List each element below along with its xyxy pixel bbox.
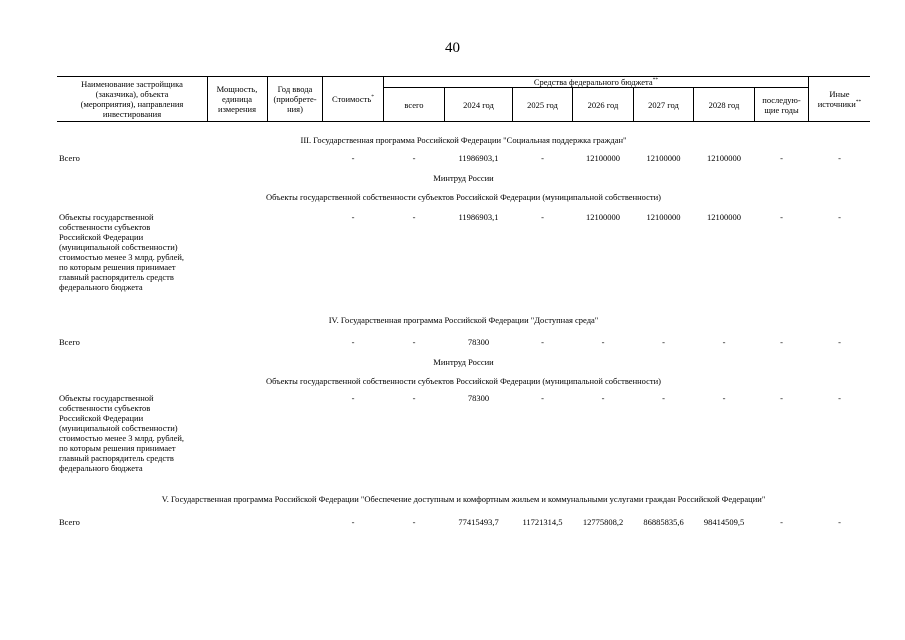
cell-2027: 12100000	[646, 153, 681, 163]
cell-subsequent: -	[780, 337, 783, 347]
cell-cost: -	[351, 393, 355, 403]
section-title: V. Государственная программа Российской Федерации "Обеспечение доступным и комфортным жильем и коммунальными услугами граждан Российской Федерации"	[161, 494, 766, 504]
cell-2028: -	[722, 393, 726, 403]
header-bottom-rule	[57, 121, 870, 122]
row-label: Объекты государственной собственности субъектов Российской Федерации (муниципальной собственности) стоимостью менее 3 млрд. рублей, по которым решения принимает главный распорядитель средств федерального бюджета	[59, 393, 185, 473]
cell-cost: -	[351, 153, 355, 163]
header-subsequent: последую- щие годы	[762, 95, 801, 115]
cell-2027: 86885835,6	[643, 517, 684, 527]
cell-other: -	[838, 212, 841, 222]
cell-total: -	[412, 212, 416, 222]
cell-total: -	[412, 153, 416, 163]
cell-2026: 12100000	[586, 212, 620, 222]
cell-2026: -	[601, 337, 605, 347]
cell-2027: -	[662, 393, 665, 403]
cell-2025: 11721314,5	[522, 517, 563, 527]
header-cost: Стоимость*	[332, 94, 374, 104]
cell-subsequent: -	[780, 153, 783, 163]
cell-subsequent: -	[780, 393, 783, 403]
header-2024: 2024 год	[463, 100, 494, 110]
ministry-heading: Минтруд России	[433, 173, 494, 183]
cell-2025: -	[541, 153, 544, 163]
cell-2027: 12100000	[646, 212, 681, 222]
row-label: Всего	[59, 337, 80, 347]
cell-2025: -	[541, 212, 544, 222]
subheading: Объекты государственной собственности субъектов Российской Федерации (муниципальной собственности)	[266, 376, 661, 386]
cell-2024: 11986903,1	[458, 153, 499, 163]
cell-total: -	[412, 393, 416, 403]
cell-cost: -	[351, 337, 355, 347]
federal-budget-rule	[383, 87, 808, 88]
cell-2026: 12775808,2	[582, 517, 624, 527]
cell-2026: 12100000	[586, 153, 620, 163]
cell-2025: -	[541, 393, 544, 403]
row-label: Всего	[59, 153, 80, 163]
cell-subsequent: -	[780, 517, 783, 527]
header-year: Год ввода (приобрете- ния)	[273, 84, 317, 114]
header-2025: 2025 год	[527, 100, 558, 110]
cell-2026: -	[601, 393, 605, 403]
header-other: Иные источники**	[817, 89, 862, 109]
cell-2028: 12100000	[707, 153, 741, 163]
cell-other: -	[838, 153, 841, 163]
row-label: Всего	[59, 517, 80, 527]
cell-2024: 77415493,7	[458, 517, 499, 527]
cell-other: -	[838, 337, 841, 347]
cell-other: -	[838, 517, 841, 527]
section-title: III. Государственная программа Российской Федерации "Социальная поддержка граждан"	[300, 135, 627, 145]
header-2028: 2028 год	[708, 100, 740, 110]
ministry-heading: Минтруд России	[433, 357, 494, 367]
cell-2028: 12100000	[707, 212, 741, 222]
header-2027: 2027 год	[648, 100, 679, 110]
row-label: Объекты государственной собственности субъектов Российской Федерации (муниципальной собственности) стоимостью менее 3 млрд. рублей, по которым решения принимает главный распорядитель средств федерального бюджета	[59, 212, 185, 292]
header-capacity: Мощность, единица измерения	[216, 84, 258, 114]
cell-cost: -	[351, 212, 355, 222]
cell-2024: 78300	[467, 337, 490, 347]
cell-2028: -	[722, 337, 726, 347]
header-total: всего	[404, 100, 424, 110]
cell-2025: -	[541, 337, 544, 347]
section-title: IV. Государственная программа Российской Федерации "Доступная среда"	[328, 315, 599, 325]
cell-2027: -	[662, 337, 665, 347]
subheading: Объекты государственной собственности субъектов Российской Федерации (муниципальной собственности)	[266, 192, 661, 202]
cell-total: -	[412, 337, 416, 347]
cell-cost: -	[351, 517, 355, 527]
page-number: 40	[445, 40, 460, 56]
cell-subsequent: -	[780, 212, 783, 222]
cell-2024: 78300	[467, 393, 490, 403]
cell-2024: 11986903,1	[458, 212, 499, 222]
header-federal-budget: Средства федерального бюджета**	[533, 77, 659, 87]
header-name: Наименование застройщика (заказчика), объекта (мероприятия), направления инвестирования	[80, 79, 184, 119]
cell-2028: 98414509,5	[703, 517, 745, 527]
header-2026: 2026 год	[587, 100, 619, 110]
cell-other: -	[838, 393, 841, 403]
cell-total: -	[412, 517, 416, 527]
